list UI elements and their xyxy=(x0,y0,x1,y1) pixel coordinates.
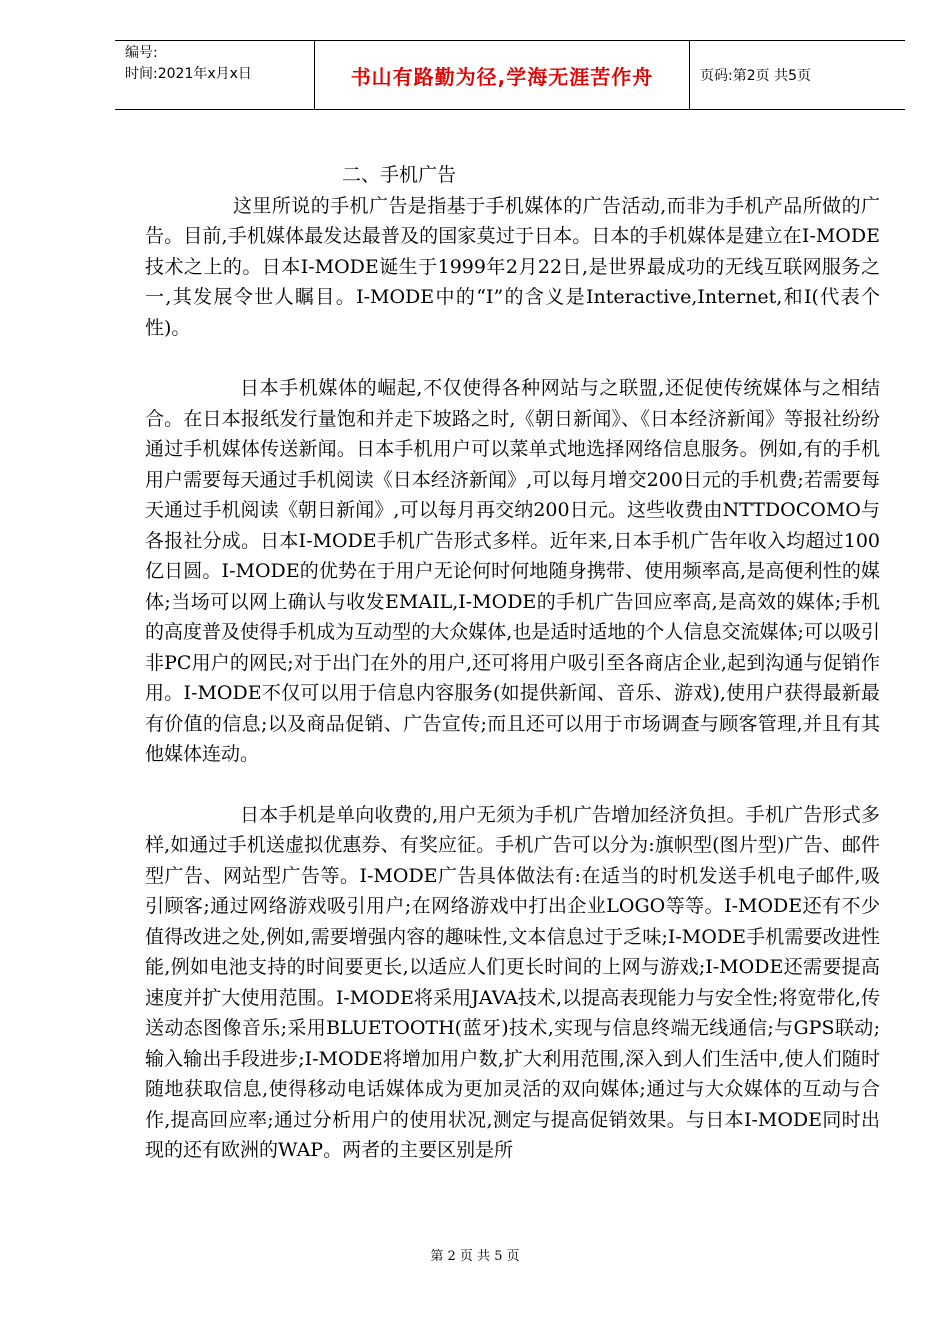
paragraph-1: 这里所说的手机广告是指基于手机媒体的广告活动,而非为手机产品所做的广告。目前,手机媒体最发达最普及的国家莫过于日本。日本的手机媒体是建立在I-MODE技术之上的。日本I-MODE诞生于1999年2月22日,是世界最成功的无线互联网服务之一,其发展令世人瞩目。I-MODE中的“I”的含义是Interactive,Internet,和I(代表个性)。 xyxy=(145,194,880,339)
document-body xyxy=(145,160,880,1166)
header-page-info: 页码:第2页 共5页 xyxy=(700,68,811,84)
paragraph-3: 日本手机是单向收费的,用户无须为手机广告增加经济负担。手机广告形式多样,如通过手机送虚拟优惠券、有奖应征。手机广告可以分为:旗帜型(图片型)广告、邮件型广告、网站型广告等。I-MODE广告具体做法有:在适当的时机发送手机电子邮件,吸引顾客;通过网络游戏吸引用户;在网络游戏中打出企业LOGO等等。I-MODE还有不少值得改进之处,例如,需要增强内容的趣味性,文本信息过于乏味;I-MODE手机需要改进性能,例如电池支持的时间要更长,以适应人们更长时间的上网与游戏;I-MODE还需要提高速度并扩大使用范围。I-MODE将采用JAVA技术,以提高表现能力与安全性;将宽带化,传送动态图像音乐;采用BLUETOOTH(蓝牙)技术,实现与信息终端无线通信;与GPS联动;输入输出手段进步;I-MODE将增加用户数,扩大利用范围,深入到人们生活中,使人们随时随地获取信息,使得移动电话媒体成为更加灵活的双向媒体;通过与大众媒体的互动与合作,提高回应率;通过分析用户的使用状况,测定与提高促销效果。与日本I-MODE同时出现的还有欧洲的WAP。两者的主要区别是所 xyxy=(145,803,880,1161)
document-time-label: 时间:2021年x月x日 xyxy=(125,66,252,82)
page-header xyxy=(115,40,905,110)
header-meta xyxy=(115,41,315,109)
section-title: 二、手机广告 xyxy=(342,164,457,186)
document-number-label: 编号: xyxy=(125,45,158,61)
paragraph-2: 日本手机媒体的崛起,不仅使得各种网站与之联盟,还促使传统媒体与之相结合。在日本报纸发行量饱和并走下坡路之时,《朝日新闻》、《日本经济新闻》等报社纷纷通过手机媒体传送新闻。日本手机用户可以菜单式地选择网络信息服务。例如,有的手机用户需要每天通过手机阅读《日本经济新闻》,可以每月增交200日元的手机费;若需要每天通过手机阅读《朝日新闻》,可以每月再交纳200日元。这些收费由NTTDOCOMO与各报社分成。日本I-MODE手机广告形式多样。近年来,日本手机广告年收入均超过100亿日圆。I-MODE的优势在于用户无论何时何地随身携带、使用频率高,是高便利性的媒体;当场可以网上确认与收发EMAIL,I-MODE的手机广告回应率高,是高效的媒体;手机的高度普及使得手机成为互动型的大众媒体,也是适时适地的个人信息交流媒体;可以吸引非PC用户的网民;对于出门在外的用户,还可将用户吸引至各商店企业,起到沟通与促销作用。I-MODE不仅可以用于信息内容服务(如提供新闻、音乐、游戏),使用户获得最新最有价值的信息;以及商品促销、广告宣传;而且还可以用于市场调查与顾客管理,并且有其他媒体连动。 xyxy=(145,377,880,765)
header-motto: 书山有路勤为径,学海无涯苦作舟 xyxy=(315,41,690,109)
page-footer: 第 2 页 共 5 页 xyxy=(430,1249,520,1264)
